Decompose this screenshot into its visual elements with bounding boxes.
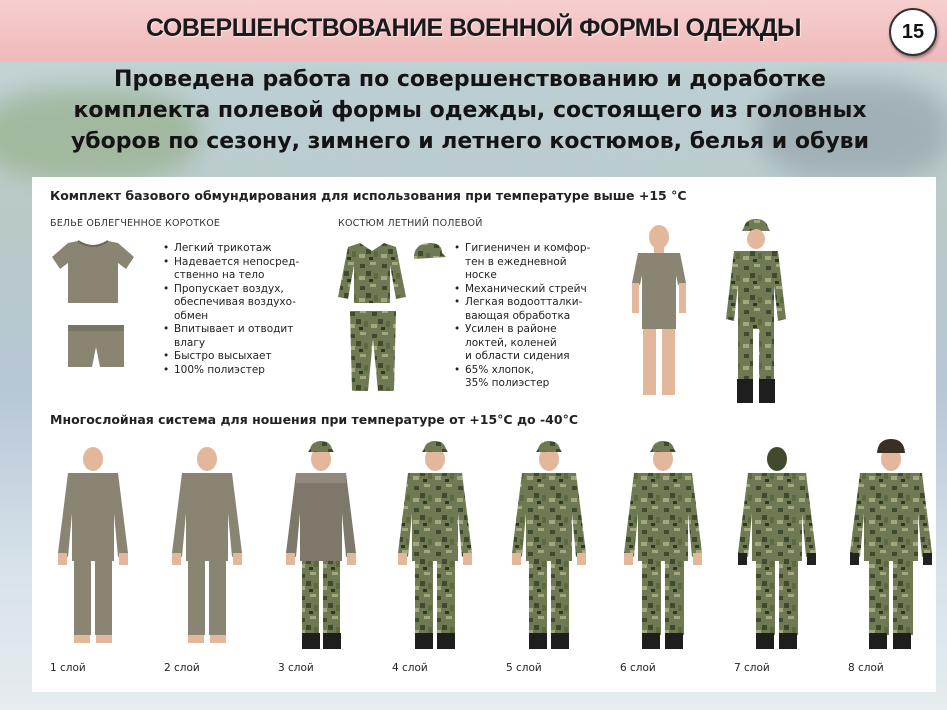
left-leg [74, 561, 91, 635]
underwear-feature: • Легкий трикотаж [163, 242, 323, 256]
right-hand [807, 553, 816, 565]
title-bar [0, 0, 947, 62]
right-foot [96, 635, 112, 643]
field-cap [536, 441, 562, 452]
field-cap-image [410, 241, 448, 263]
left-leg [302, 561, 319, 635]
left-foot [188, 635, 204, 643]
summer-suit-feature: • Легкая водоотталки- вающая обработка [454, 296, 624, 323]
summer-suit-feature: • 65% хлопок, 35% полиэстер [454, 364, 624, 391]
right-leg [551, 561, 569, 635]
left-boot [756, 633, 774, 649]
slide-title: СОВЕРШЕНСТВОВАНИЕ ВОЕННОЙ ФОРМЫ ОДЕЖДЫ [145, 14, 802, 42]
right-boot [665, 633, 683, 649]
left-foot [74, 635, 90, 643]
layer-figure-6 [618, 439, 708, 663]
layer-figure-7 [732, 439, 822, 663]
field-cap [650, 441, 676, 452]
right-boot [437, 633, 455, 649]
head [197, 447, 217, 471]
left-leg [415, 561, 433, 635]
subtitle-line-1: Проведена работа по совершенствованию и доработке [114, 67, 826, 92]
left-hand [398, 553, 407, 565]
underwear-features [163, 242, 323, 377]
summer-suit-features [454, 242, 624, 391]
layer-label-2: 2 слой [164, 662, 200, 674]
tshirt-image [50, 237, 136, 305]
soldier-underwear-figure [624, 223, 694, 401]
layer-label-4: 4 слой [392, 662, 428, 674]
left-hand [512, 553, 521, 565]
left-hand [58, 553, 67, 565]
right-leg [437, 561, 455, 635]
jacket [850, 473, 932, 561]
right-hand [463, 553, 472, 565]
soldier-summer-suit-figure [720, 219, 792, 405]
page-number-badge: 15 [889, 8, 937, 56]
subtitle-line-2: комплекта полевой формы одежды, состоящего из головных [73, 98, 867, 123]
right-leg [665, 561, 684, 635]
layers-heading: Многослойная система для ношения при температуре от +15°С до -40°С [50, 412, 578, 427]
right-hand [119, 553, 128, 565]
layer-figure-3 [276, 439, 366, 663]
layer-label-8: 8 слой [848, 662, 884, 674]
right-hand [923, 553, 932, 565]
layer-figure-8 [846, 439, 936, 663]
right-leg [779, 561, 798, 635]
layer-label-3: 3 слой [278, 662, 314, 674]
content-panel [32, 177, 936, 692]
left-leg [756, 561, 775, 635]
slide-subtitle [20, 64, 920, 157]
left-hand [624, 553, 633, 565]
field-cap [308, 441, 334, 452]
left-leg [188, 561, 205, 635]
collar [296, 473, 346, 483]
subtitle-line-3: уборов по сезону, зимнего и летнего костюмов, белья и обуви [70, 129, 870, 154]
jacket [172, 473, 242, 561]
left-boot [302, 633, 320, 649]
summer-jacket-image [336, 239, 408, 305]
left-hand [738, 553, 747, 565]
summer-trousers-image [348, 309, 398, 393]
underwear-feature: • Быстро высыхает [163, 350, 323, 364]
jacket [738, 473, 816, 561]
head [83, 447, 103, 471]
right-hand [347, 553, 356, 565]
right-boot [551, 633, 569, 649]
underwear-feature: • Надевается непосред- ственно на тело [163, 256, 323, 283]
right-boot [893, 633, 911, 649]
jacket [58, 473, 128, 561]
left-leg [642, 561, 661, 635]
jacket [286, 473, 356, 561]
left-hand [850, 553, 859, 565]
left-leg [869, 561, 889, 635]
left-boot [529, 633, 547, 649]
shorts-image [66, 323, 126, 369]
summer-suit-feature: • Гигиеничен и комфор- тен в ежедневной носке [454, 242, 624, 283]
layer-figure-1 [48, 439, 138, 663]
head [767, 447, 787, 471]
underwear-feature: • Пропускает воздух, обеспечивая воздухо- обмен [163, 283, 323, 324]
right-leg [323, 561, 340, 635]
jacket [398, 473, 472, 561]
left-hand [286, 553, 295, 565]
layer-figure-2 [162, 439, 252, 663]
winter-hat [877, 439, 905, 453]
right-leg [95, 561, 112, 635]
right-foot [210, 635, 226, 643]
left-boot [415, 633, 433, 649]
layer-label-1: 1 слой [50, 662, 86, 674]
jacket [624, 473, 702, 561]
right-leg [209, 561, 226, 635]
underwear-title: БЕЛЬЕ ОБЛЕГЧЕННОЕ КОРОТКОЕ [50, 218, 221, 229]
layer-label-5: 5 слой [506, 662, 542, 674]
jacket [512, 473, 586, 561]
summer-suit-feature: • Усилен в районе локтей, коленей и области сидения [454, 323, 624, 364]
underwear-feature: • 100% полиэстер [163, 364, 323, 378]
summer-suit-feature: • Механический стрейч [454, 283, 624, 297]
underwear-feature: • Впитывает и отводит влагу [163, 323, 323, 350]
layer-figure-4 [390, 439, 480, 663]
layer-figure-5 [504, 439, 594, 663]
right-hand [577, 553, 586, 565]
right-leg [893, 561, 913, 635]
layer-label-7: 7 слой [734, 662, 770, 674]
left-boot [642, 633, 660, 649]
summer-suit-title: КОСТЮМ ЛЕТНИЙ ПОЛЕВОЙ [338, 218, 483, 229]
right-boot [323, 633, 341, 649]
right-boot [779, 633, 797, 649]
field-cap [422, 441, 448, 452]
right-hand [233, 553, 242, 565]
left-leg [529, 561, 547, 635]
left-boot [869, 633, 887, 649]
left-hand [172, 553, 181, 565]
layer-label-6: 6 слой [620, 662, 656, 674]
base-kit-heading: Комплект базового обмундирования для использования при температуре выше +15 °С [50, 188, 687, 203]
right-hand [693, 553, 702, 565]
